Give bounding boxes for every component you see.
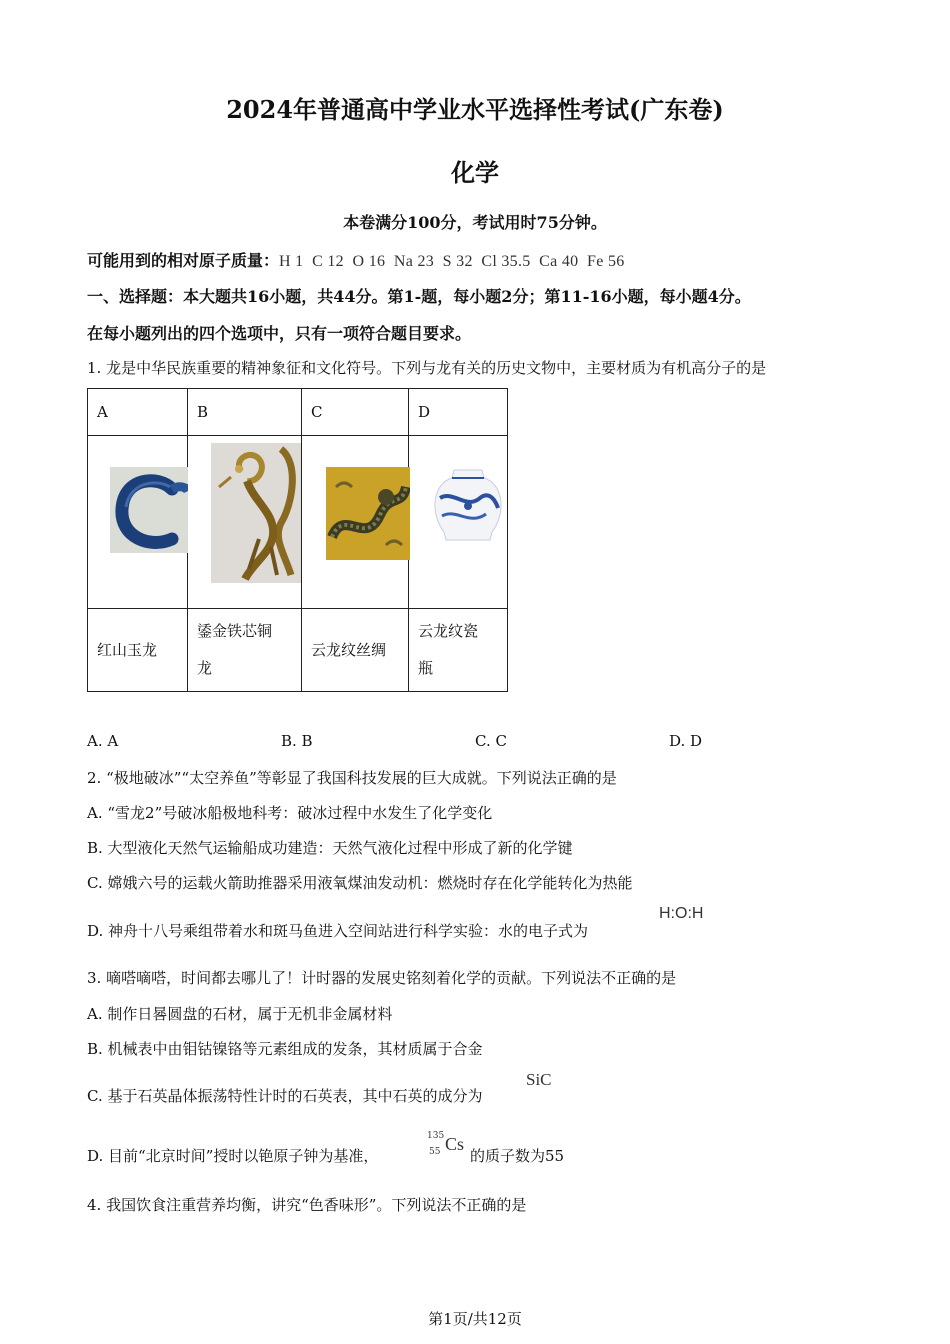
option-image-cell-a (88, 436, 188, 609)
q3-option-a: A. 制作日晷圆盘的石材，属于无机非金属材料 (87, 1005, 393, 1023)
q2-option-d: D. 神舟十八号乘组带着水和斑马鱼进入空间站进行科学实验：水的电子式为 (87, 922, 589, 940)
option-image-cell-d (409, 436, 508, 609)
option-header-a: A (88, 389, 188, 436)
option-header-c: C (302, 389, 409, 436)
q1-answer-b: B. B (281, 732, 313, 750)
cs-atomic-number: 55 (429, 1147, 441, 1157)
atomic-mass-label: 可能用到的相对原子质量： (87, 251, 280, 270)
option-name-a: 红山玉龙 (88, 609, 188, 692)
q2-option-c: C. 嫦娥六号的运载火箭助推器采用液氧煤油发动机：燃烧时存在化学能转化为热能 (87, 874, 633, 892)
silk-dragon-image (326, 467, 410, 560)
q1-stem: 1. 龙是中华民族重要的精神象征和文化符号。下列与龙有关的历史文物中，主要材质为有机高分子的是 (87, 359, 767, 377)
cs-mass-number: 135 (427, 1131, 445, 1141)
option-name-d-line1: 云龙纹瓷 (418, 622, 479, 640)
silicon-carbide-formula: SiC (526, 1070, 552, 1089)
option-image-cell-c (302, 436, 409, 609)
q3-option-c: C. 基于石英晶体振荡特性计时的石英表，其中石英的成分为 (87, 1087, 483, 1105)
q2-stem: 2. “极地破冰”“太空养鱼”等彰显了我国科技发展的巨大成就。下列说法正确的是 (87, 769, 617, 787)
atomic-mass-line (87, 248, 625, 271)
exam-note: 本卷满分100分，考试用时75分钟。 (343, 213, 607, 232)
option-header-d: D (409, 389, 508, 436)
q4-stem: 4. 我国饮食注重营养均衡，讲究“色香味形”。下列说法不正确的是 (87, 1196, 527, 1214)
section-heading-line1: 一、选择题：本大题共16小题，共44分。第1-题，每小题2分；第11-16小题，每小题4分。 (87, 287, 751, 306)
q3-option-d-suffix: 的质子数为55 (470, 1147, 565, 1165)
q1-answer-d: D. D (669, 732, 703, 750)
q1-options-table (87, 388, 508, 692)
water-electron-formula: H:O:H (659, 905, 704, 922)
option-name-b-line2: 龙 (197, 659, 213, 677)
option-header-b: B (188, 389, 302, 436)
q3-option-d-prefix: D. 目前“北京时间”授时以铯原子钟为基准， (87, 1147, 379, 1165)
subject-title: 化学 (451, 158, 499, 187)
cs-symbol: Cs (445, 1134, 465, 1154)
option-name-b (188, 609, 302, 692)
option-name-c: 云龙纹丝绸 (302, 609, 409, 692)
gilt-bronze-dragon-image (211, 443, 301, 583)
atomic-mass-values: H 1 C 12 O 16 Na 23 S 32 Cl 35.5 Ca 40 Fe 56 (279, 253, 625, 270)
exam-title: 2024年普通高中学业水平选择性考试(广东卷) (226, 95, 724, 124)
option-image-cell-b (188, 436, 302, 609)
q1-answer-a: A. A (87, 732, 119, 750)
q2-option-b: B. 大型液化天然气运输船成功建造：天然气液化过程中形成了新的化学键 (87, 839, 573, 857)
q2-option-a: A. “雪龙2”号破冰船极地科考：破冰过程中水发生了化学变化 (87, 804, 493, 822)
option-name-d (409, 609, 508, 692)
jade-dragon-image (110, 467, 188, 553)
page-footer: 第1页/共12页 (428, 1310, 522, 1328)
q3-option-b: B. 机械表中由钼钴镍铬等元素组成的发条，其材质属于合金 (87, 1040, 483, 1058)
q3-stem: 3. 嘀嗒嘀嗒，时间都去哪儿了！计时器的发展史铭刻着化学的贡献。下列说法不正确的是 (87, 969, 677, 987)
option-name-d-line2: 瓶 (418, 659, 434, 677)
option-name-b-line1: 鋈金铁芯铜 (197, 622, 273, 640)
porcelain-vase-image (430, 468, 507, 542)
section-heading-line2: 在每小题列出的四个选项中，只有一项符合题目要求。 (87, 324, 472, 343)
q1-answer-c: C. C (475, 732, 507, 750)
